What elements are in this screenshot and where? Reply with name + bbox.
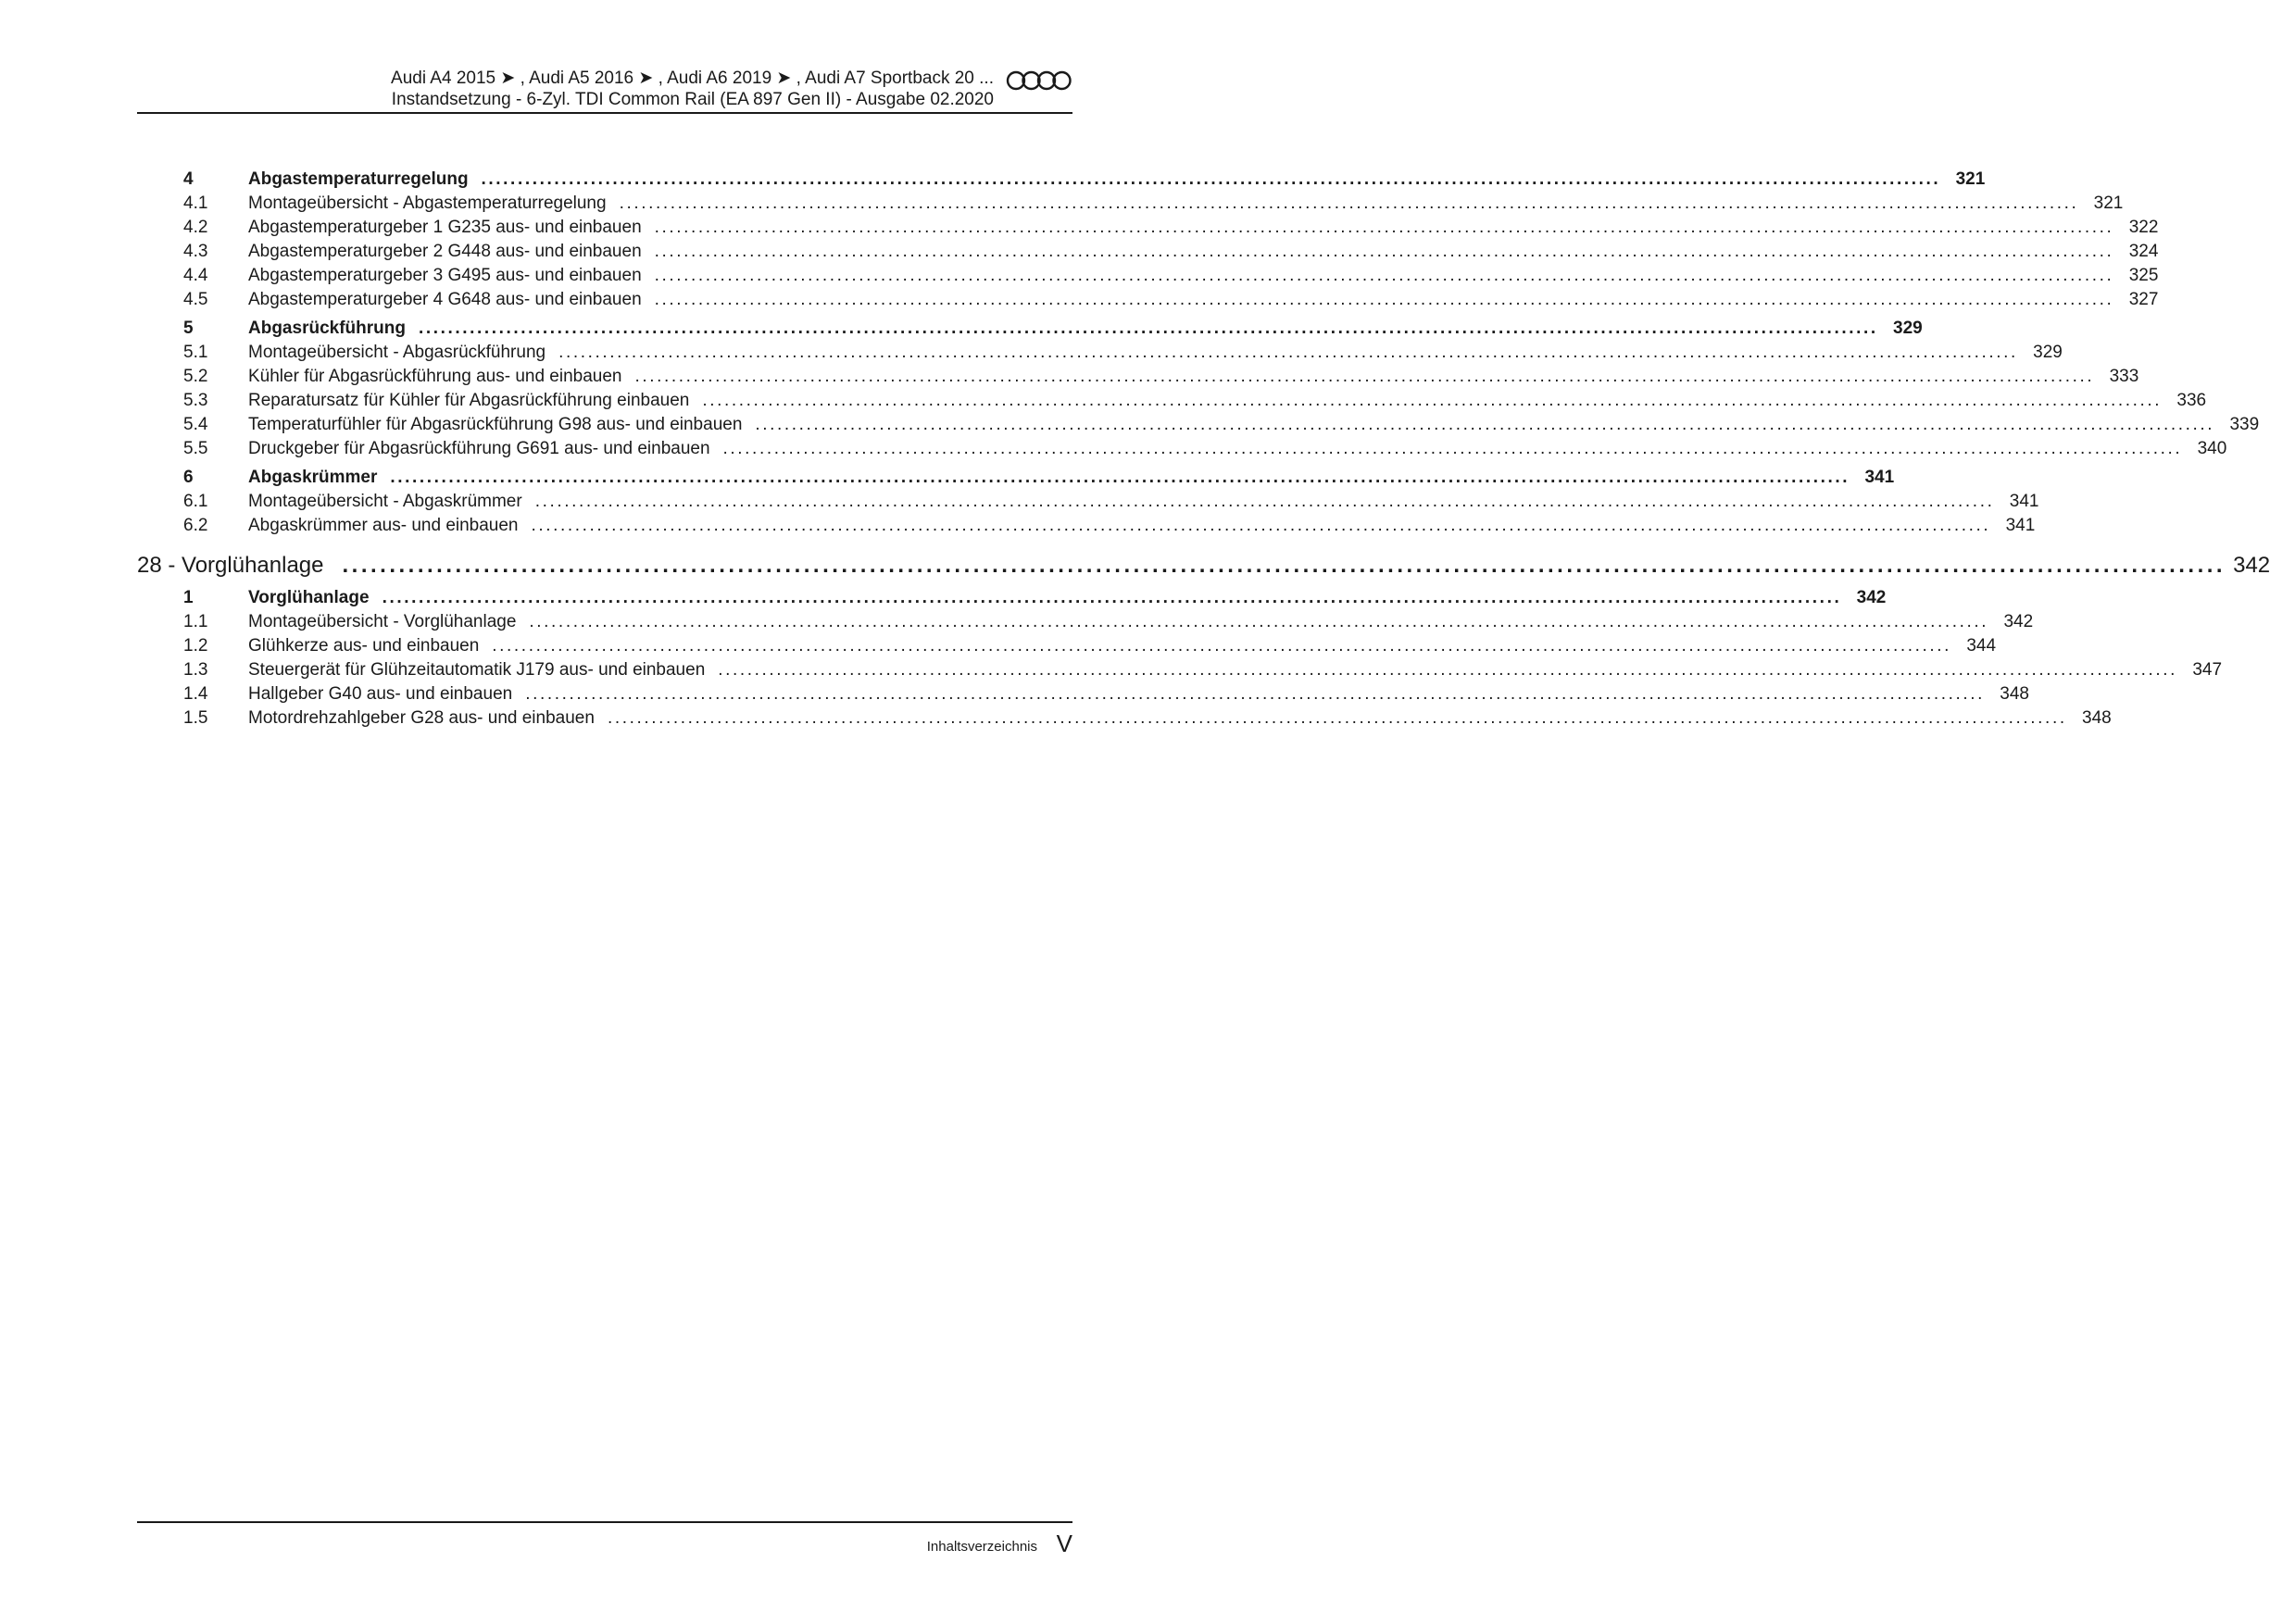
toc-subsection-entry[interactable] xyxy=(137,708,2112,732)
entry-title: Montageübersicht - Abgasrückführung xyxy=(248,343,546,362)
toc-group-chapter-26 xyxy=(137,169,2260,540)
entry-title: Abgaskrümmer xyxy=(248,468,378,487)
toc-group-chapter-28 xyxy=(137,588,2223,732)
entry-page: 344 xyxy=(1966,636,1997,656)
toc-subsection-entry[interactable] xyxy=(137,612,2034,636)
entry-number: 4.3 xyxy=(183,242,208,261)
entry-number: 5 xyxy=(183,319,194,338)
leader-dots: ........................................................................................................................................................................................................ xyxy=(492,636,1952,656)
entry-number: 6.2 xyxy=(183,516,208,535)
toc-chapter-heading[interactable] xyxy=(137,553,2270,588)
entry-page: 348 xyxy=(2000,684,2029,704)
entry-page: 341 xyxy=(1864,468,1895,487)
entry-number: 1.4 xyxy=(183,684,208,704)
leader-dots: ........................................................................................................................................................................................................ xyxy=(390,468,1850,487)
toc-subsection-entry[interactable] xyxy=(137,290,2159,314)
leader-dots: ........................................................................................................................................................................................................ xyxy=(702,391,2163,410)
entry-number: 1 xyxy=(183,588,194,607)
page-header xyxy=(137,68,1072,114)
entry-page: 321 xyxy=(2093,194,2124,213)
entry-number: 4.2 xyxy=(183,218,208,237)
entry-number: 4.1 xyxy=(183,194,208,213)
entry-title: Abgaskrümmer aus- und einbauen xyxy=(248,516,519,535)
entry-title: Abgastemperaturgeber 2 G448 aus- und einbauen xyxy=(248,242,642,261)
leader-dots: ........................................................................................................................................................................................................ xyxy=(718,660,2178,680)
entry-title: Steuergerät für Glühzeitautomatik J179 aus- und einbauen xyxy=(248,660,706,680)
footer-page-number: V xyxy=(1056,1530,1072,1557)
entry-title: Abgastemperaturregelung xyxy=(248,169,469,189)
leader-dots: ........................................................................................................................................................................................................ xyxy=(607,708,2067,728)
entry-number: 4 xyxy=(183,169,194,189)
leader-dots: ........................................................................................................................................................................................................ xyxy=(418,319,1878,338)
entry-number: 5.4 xyxy=(183,415,208,434)
entry-number: 6 xyxy=(183,468,194,487)
entry-number: 4.4 xyxy=(183,266,208,285)
table-of-contents xyxy=(137,169,2270,732)
leader-dots: ........................................................................................................................................................................................................ xyxy=(525,684,1985,704)
entry-title: Temperaturfühler für Abgasrückführung G98 aus- und einbauen xyxy=(248,415,743,434)
toc-subsection-entry[interactable] xyxy=(137,516,2036,540)
entry-page: 341 xyxy=(2005,516,2036,535)
entry-page: 322 xyxy=(2128,218,2159,237)
entry-title: Montageübersicht - Vorglühanlage xyxy=(248,612,517,631)
leader-dots: ........................................................................................................................................................................................................ xyxy=(755,415,2215,434)
toc-subsection-entry[interactable] xyxy=(137,391,2207,415)
entry-page: 321 xyxy=(1955,169,1986,189)
entry-number: 5.5 xyxy=(183,439,208,458)
entry-page: 333 xyxy=(2109,367,2139,386)
entry-title: Montageübersicht - Abgastemperaturregelung xyxy=(248,194,607,213)
leader-dots: ........................................................................................................................................................................................................ xyxy=(654,242,2114,261)
entry-title: Kühler für Abgasrückführung aus- und einbauen xyxy=(248,367,622,386)
entry-number: 4.5 xyxy=(183,290,208,309)
entry-number: 6.1 xyxy=(183,492,208,511)
entry-title: Vorglühanlage xyxy=(248,588,370,607)
entry-page: 342 xyxy=(2003,612,2034,631)
toc-subsection-entry[interactable] xyxy=(137,343,2063,367)
entry-number: 5.3 xyxy=(183,391,208,410)
entry-title: Glühkerze aus- und einbauen xyxy=(248,636,480,656)
leader-dots: ........................................................................................................................................................................................................ xyxy=(558,343,2018,362)
header-line-1: Audi A4 2015 ➤ , Audi A5 2016 ➤ , Audi A6 2019 ➤ , Audi A7 Sportback 20 ... xyxy=(391,69,994,88)
toc-subsection-entry[interactable] xyxy=(137,492,2039,516)
footer-divider xyxy=(137,1521,1072,1523)
leader-dots: ........................................................................................................................................................................................................ xyxy=(722,439,2183,458)
entry-page: 347 xyxy=(2192,660,2223,680)
entry-page: 348 xyxy=(2082,708,2112,728)
leader-dots: ........................................................................................................................................................................................................ xyxy=(654,266,2114,285)
entry-page: 336 xyxy=(2176,391,2207,410)
leader-dots: ........................................................................................................................................................................................................ xyxy=(534,492,1995,511)
entry-title: Abgasrückführung xyxy=(248,319,406,338)
toc-subsection-entry[interactable] xyxy=(137,367,2139,391)
leader-dots: ........................................................................................................................................................................................................ xyxy=(382,588,1842,607)
entry-title: Motordrehzahlgeber G28 aus- und einbauen xyxy=(248,708,595,728)
toc-subsection-entry[interactable] xyxy=(137,660,2223,684)
chapter-title: 28 - Vorglühanlage xyxy=(137,553,324,578)
header-text xyxy=(391,68,994,110)
entry-page: 341 xyxy=(2009,492,2039,511)
leader-dots: ........................................................................................................................................................................................................ xyxy=(654,290,2114,309)
entry-number: 1.2 xyxy=(183,636,208,656)
toc-subsection-entry[interactable] xyxy=(137,266,2159,290)
entry-title: Druckgeber für Abgasrückführung G691 aus- und einbauen xyxy=(248,439,710,458)
header-divider xyxy=(137,112,1072,114)
entry-title: Hallgeber G40 aus- und einbauen xyxy=(248,684,513,704)
toc-section-entry[interactable] xyxy=(137,588,1887,612)
chapter-page: 342 xyxy=(2233,553,2270,578)
leader-dots: ........................................................................................................................................................................................................ xyxy=(531,516,1991,535)
leader-dots: ........................................................................................................................................................................................................ xyxy=(529,612,1989,631)
entry-title: Montageübersicht - Abgaskrümmer xyxy=(248,492,522,511)
leader-dots: ........................................................................................................................................................................................................ xyxy=(342,553,2226,578)
toc-subsection-entry[interactable] xyxy=(137,242,2159,266)
toc-subsection-entry[interactable] xyxy=(137,684,2029,708)
entry-page: 329 xyxy=(2033,343,2063,362)
footer-label: Inhaltsverzeichnis xyxy=(926,1539,1037,1555)
entry-number: 1.3 xyxy=(183,660,208,680)
entry-title: Abgastemperaturgeber 1 G235 aus- und einbauen xyxy=(248,218,642,237)
entry-page: 324 xyxy=(2128,242,2159,261)
toc-section-entry[interactable] xyxy=(137,468,1895,492)
entry-page: 327 xyxy=(2128,290,2159,309)
entry-title: Reparatursatz für Kühler für Abgasrückführung einbauen xyxy=(248,391,690,410)
audi-rings-icon xyxy=(1006,69,1072,92)
toc-section-entry[interactable] xyxy=(137,169,1986,194)
toc-subsection-entry[interactable] xyxy=(137,636,1997,660)
toc-subsection-entry[interactable] xyxy=(137,218,2159,242)
entry-number: 5.1 xyxy=(183,343,208,362)
toc-subsection-entry[interactable] xyxy=(137,439,2227,463)
entry-title: Abgastemperaturgeber 3 G495 aus- und einbauen xyxy=(248,266,642,285)
entry-number: 1.5 xyxy=(183,708,208,728)
leader-dots: ........................................................................................................................................................................................................ xyxy=(654,218,2114,237)
entry-number: 5.2 xyxy=(183,367,208,386)
entry-page: 339 xyxy=(2229,415,2260,434)
entry-page: 340 xyxy=(2197,439,2227,458)
entry-page: 329 xyxy=(1893,319,1923,338)
toc-subsection-entry[interactable] xyxy=(137,194,2124,218)
toc-section-entry[interactable] xyxy=(137,319,1923,343)
header-line-2: Instandsetzung - 6-Zyl. TDI Common Rail (EA 897 Gen II) - Ausgabe 02.2020 xyxy=(391,90,994,109)
leader-dots: ........................................................................................................................................................................................................ xyxy=(634,367,2095,386)
entry-title: Abgastemperaturgeber 4 G648 aus- und einbauen xyxy=(248,290,642,309)
entry-number: 1.1 xyxy=(183,612,208,631)
toc-subsection-entry[interactable] xyxy=(137,415,2260,439)
leader-dots: ........................................................................................................................................................................................................ xyxy=(619,194,2079,213)
entry-page: 325 xyxy=(2128,266,2159,285)
entry-page: 342 xyxy=(1856,588,1887,607)
leader-dots: ........................................................................................................................................................................................................ xyxy=(481,169,1941,189)
